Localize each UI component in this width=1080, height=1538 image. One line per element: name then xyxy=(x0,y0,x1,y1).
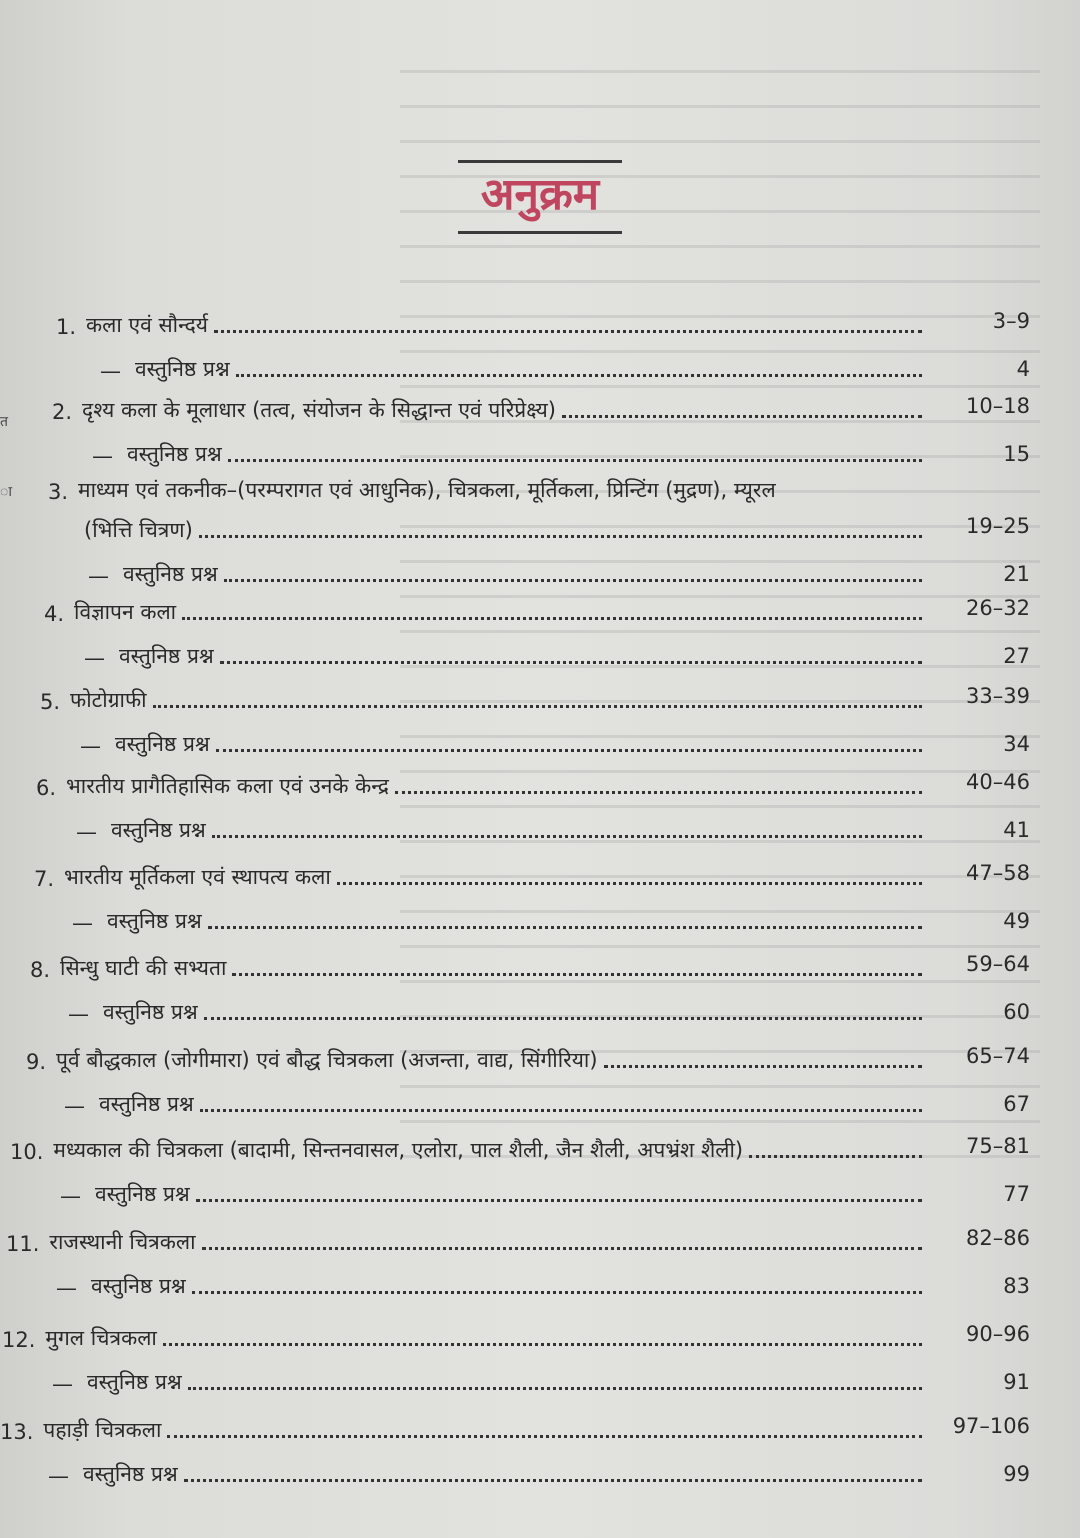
leader-dots xyxy=(204,1017,922,1020)
objective-questions-label: वस्तुनिष्ठ प्रश्न xyxy=(107,909,202,933)
entry-number: 8. xyxy=(30,958,51,982)
entry-number: 10. xyxy=(10,1140,44,1164)
leader-dots xyxy=(224,579,922,582)
toc-entry[interactable] xyxy=(36,766,930,800)
entry-number: 5. xyxy=(40,690,61,714)
dash: — xyxy=(84,646,105,670)
objective-questions-entry[interactable] xyxy=(48,1454,930,1488)
dash: — xyxy=(48,1464,69,1488)
toc-entry[interactable] xyxy=(0,1410,930,1444)
entry-title-line2: (भित्ति चित्रण) xyxy=(84,518,193,542)
objective-questions-page: 83 xyxy=(1003,1274,1030,1298)
leader-dots xyxy=(153,705,922,708)
leader-dots xyxy=(184,1479,922,1482)
objective-questions-entry[interactable] xyxy=(84,636,930,670)
objective-questions-page: 99 xyxy=(1003,1462,1030,1486)
leader-dots xyxy=(202,1247,922,1250)
dash: — xyxy=(100,359,121,383)
leader-dots xyxy=(220,661,922,664)
toc-entry[interactable] xyxy=(30,948,930,982)
entry-pages: 59–64 xyxy=(966,952,1030,976)
entry-number: 13. xyxy=(0,1420,34,1444)
entry-pages: 40–46 xyxy=(966,770,1030,794)
dash: — xyxy=(92,444,113,468)
entry-pages: 19–25 xyxy=(966,514,1030,538)
toc-entry[interactable] xyxy=(40,680,930,714)
toc-entry[interactable] xyxy=(34,857,930,891)
objective-questions-entry[interactable] xyxy=(52,1362,930,1396)
toc-entry[interactable] xyxy=(52,390,930,424)
dash: — xyxy=(88,564,109,588)
entry-pages: 33–39 xyxy=(966,684,1030,708)
toc-entry[interactable] xyxy=(48,470,930,504)
objective-questions-page: 91 xyxy=(1003,1370,1030,1394)
toc-entry[interactable] xyxy=(56,305,930,339)
entry-pages: 90–96 xyxy=(966,1322,1030,1346)
entry-pages: 65–74 xyxy=(966,1044,1030,1068)
title-bottom-rule xyxy=(458,231,622,234)
objective-questions-entry[interactable] xyxy=(64,1084,930,1118)
objective-questions-entry[interactable] xyxy=(72,901,930,935)
entry-pages: 47–58 xyxy=(966,861,1030,885)
objective-questions-label: वस्तुनिष्ठ प्रश्न xyxy=(95,1182,190,1206)
entry-title: कला एवं सौन्दर्य xyxy=(86,313,208,337)
entry-number: 3. xyxy=(48,480,69,504)
leader-dots xyxy=(562,415,922,418)
margin-mark: ा xyxy=(0,484,12,500)
entry-title: पूर्व बौद्धकाल (जोगीमारा) एवं बौद्ध चित्रकला (अजन्ता, वाद्य, सिंगीरिया) xyxy=(56,1048,598,1072)
dash: — xyxy=(68,1002,89,1026)
leader-dots xyxy=(228,459,922,462)
objective-questions-label: वस्तुनिष्ठ प्रश्न xyxy=(87,1370,182,1394)
entry-title: मध्यकाल की चित्रकला (बादामी, सिन्तनवासल, एलोरा, पाल शैली, जैन शैली, अपभ्रंश शैली) xyxy=(53,1138,744,1162)
leader-dots xyxy=(232,973,922,976)
leader-dots xyxy=(604,1065,922,1068)
entry-title: सिन्धु घाटी की सभ्यता xyxy=(60,956,227,980)
entry-title: भारतीय मूर्तिकला एवं स्थापत्य कला xyxy=(64,865,331,889)
leader-dots xyxy=(200,1109,922,1112)
dash: — xyxy=(52,1372,73,1396)
leader-dots xyxy=(236,374,922,377)
leader-dots xyxy=(199,535,922,538)
objective-questions-page: 27 xyxy=(1003,644,1030,668)
entry-title: मुगल चित्रकला xyxy=(45,1326,157,1350)
dash: — xyxy=(64,1094,85,1118)
entry-title: पहाड़ी चित्रकला xyxy=(43,1418,162,1442)
dash: — xyxy=(80,734,101,758)
dash: — xyxy=(72,911,93,935)
entry-title: फोटोग्राफी xyxy=(70,688,147,712)
objective-questions-entry[interactable] xyxy=(80,724,930,758)
objective-questions-page: 4 xyxy=(1016,357,1030,381)
objective-questions-label: वस्तुनिष्ठ प्रश्न xyxy=(91,1274,186,1298)
toc-entry[interactable] xyxy=(2,1318,930,1352)
entry-number: 9. xyxy=(26,1050,47,1074)
entry-number: 4. xyxy=(44,602,65,626)
objective-questions-entry[interactable] xyxy=(100,349,930,383)
leader-dots xyxy=(749,1155,922,1158)
entry-number: 6. xyxy=(36,776,57,800)
entry-number: 12. xyxy=(2,1328,36,1352)
entry-pages: 82–86 xyxy=(966,1226,1030,1250)
objective-questions-page: 67 xyxy=(1003,1092,1030,1116)
objective-questions-label: वस्तुनिष्ठ प्रश्न xyxy=(111,818,206,842)
dash: — xyxy=(60,1184,81,1208)
leader-dots xyxy=(196,1199,922,1202)
leader-dots xyxy=(188,1387,922,1390)
objective-questions-page: 41 xyxy=(1003,818,1030,842)
entry-pages: 3–9 xyxy=(992,309,1030,333)
objective-questions-page: 60 xyxy=(1003,1000,1030,1024)
objective-questions-entry[interactable] xyxy=(76,810,930,844)
objective-questions-label: वस्तुनिष्ठ प्रश्न xyxy=(135,357,230,381)
entry-pages: 97–106 xyxy=(952,1414,1030,1438)
objective-questions-page: 49 xyxy=(1003,909,1030,933)
objective-questions-label: वस्तुनिष्ठ प्रश्न xyxy=(119,644,214,668)
objective-questions-page: 34 xyxy=(1003,732,1030,756)
objective-questions-entry[interactable] xyxy=(60,1174,930,1208)
leader-dots xyxy=(216,749,922,752)
leader-dots xyxy=(182,617,922,620)
toc-header xyxy=(458,160,622,234)
dash: — xyxy=(56,1276,77,1300)
leader-dots xyxy=(167,1435,922,1438)
entry-title: भारतीय प्रागैतिहासिक कला एवं उनके केन्द्र xyxy=(66,774,389,798)
entry-number: 1. xyxy=(56,315,77,339)
entry-number: 2. xyxy=(52,400,73,424)
objective-questions-entry[interactable] xyxy=(68,992,930,1026)
objective-questions-entry[interactable] xyxy=(56,1266,930,1300)
objective-questions-label: वस्तुनिष्ठ प्रश्न xyxy=(99,1092,194,1116)
leader-dots xyxy=(214,330,922,333)
objective-questions-page: 21 xyxy=(1003,562,1030,586)
entry-title: विज्ञापन कला xyxy=(74,600,177,624)
leader-dots xyxy=(337,882,922,885)
objective-questions-label: वस्तुनिष्ठ प्रश्न xyxy=(83,1462,178,1486)
leader-dots xyxy=(395,791,922,794)
objective-questions-entry[interactable] xyxy=(92,434,930,468)
objective-questions-label: वस्तुनिष्ठ प्रश्न xyxy=(127,442,222,466)
entry-pages: 75–81 xyxy=(966,1134,1030,1158)
leader-dots xyxy=(163,1343,922,1346)
objective-questions-label: वस्तुनिष्ठ प्रश्न xyxy=(123,562,218,586)
entry-pages: 26–32 xyxy=(966,596,1030,620)
entry-pages: 10–18 xyxy=(966,394,1030,418)
objective-questions-page: 77 xyxy=(1003,1182,1030,1206)
entry-title: राजस्थानी चित्रकला xyxy=(49,1230,196,1254)
toc-entry[interactable] xyxy=(26,1040,930,1074)
objective-questions-page: 15 xyxy=(1003,442,1030,466)
toc-entry-continuation xyxy=(84,510,930,544)
leader-dots xyxy=(212,835,922,838)
page-title: अनुक्रम xyxy=(480,169,600,220)
objective-questions-label: वस्तुनिष्ठ प्रश्न xyxy=(103,1000,198,1024)
title-top-rule xyxy=(458,160,622,163)
toc-entry[interactable] xyxy=(44,592,930,626)
entry-number: 11. xyxy=(6,1232,40,1256)
dash: — xyxy=(76,820,97,844)
leader-dots xyxy=(208,926,922,929)
entry-title: दृश्य कला के मूलाधार (तत्व, संयोजन के सिद्धान्त एवं परिप्रेक्ष्य) xyxy=(82,398,556,422)
entry-number: 7. xyxy=(34,867,55,891)
leader-dots xyxy=(192,1291,922,1294)
objective-questions-label: वस्तुनिष्ठ प्रश्न xyxy=(115,732,210,756)
margin-mark: त xyxy=(0,414,8,430)
objective-questions-entry[interactable] xyxy=(88,554,930,588)
entry-title: माध्यम एवं तकनीक–(परम्परागत एवं आधुनिक), चित्रकला, मूर्तिकला, प्रिन्टिंग (मुद्रण), म्यूरल xyxy=(78,478,776,502)
toc-entry[interactable] xyxy=(10,1130,930,1164)
toc-entry[interactable] xyxy=(6,1222,930,1256)
